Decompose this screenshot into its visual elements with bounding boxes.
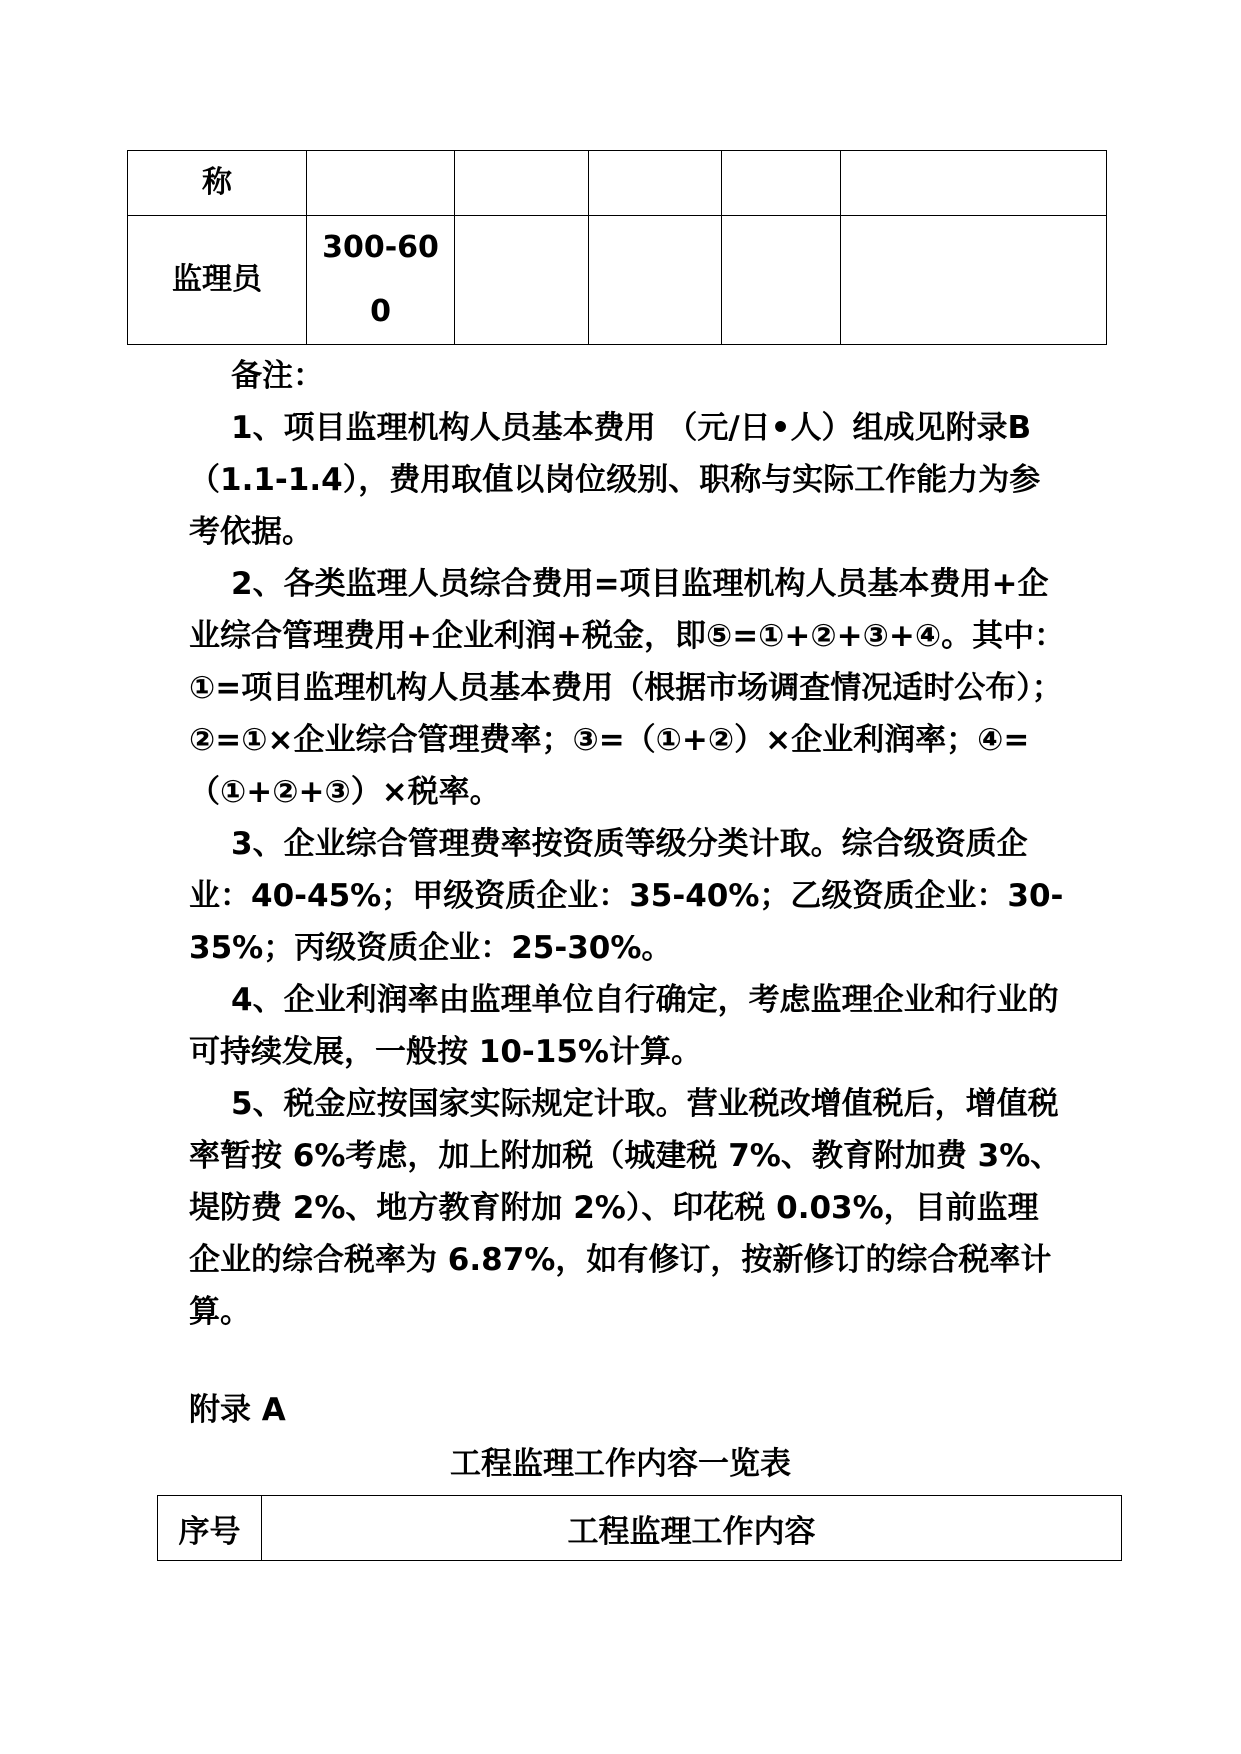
fee-range-line: 300-60 <box>322 230 439 265</box>
note-item: 2、各类监理人员综合费用=项目监理机构人员基本费用+企业综合管理费用+企业利润+税金，即⑤=①+②+③+④。其中：①=项目监理机构人员基本费用（根据市场调查情况适时公布）；②=①×企业综合管理费率；③=（①+②）×企业利润率；④=（①+②+③）×税率。 <box>189 566 1066 810</box>
table-cell <box>589 216 722 345</box>
fee-table-row <box>128 216 1107 345</box>
table-cell <box>722 151 841 216</box>
table-cell <box>841 151 1107 216</box>
notes-section <box>189 350 1069 1338</box>
table-header-row <box>158 1496 1122 1561</box>
table-cell <box>455 216 589 345</box>
table-cell <box>307 151 455 216</box>
fee-table-row <box>128 151 1107 216</box>
note-item: 5、税金应按国家实际规定计取。营业税改增值税后，增值税率暂按 6%考虑，加上附加税（城建税 7%、教育附加费 3%、堤防费 2%、地方教育附加 2%）、印花税 0.03%，目前监理企业的综合税率为 6.87%，如有修订，按新修订的综合税率计算。 <box>189 1086 1062 1330</box>
fee-range-line: 0 <box>370 294 391 329</box>
work-content-table <box>157 1495 1122 1561</box>
note-item: 1、项目监理机构人员基本费用 （元/日•人）组成见附录B（1.1-1.4），费用取值以岗位级别、职称与实际工作能力为参考依据。 <box>189 410 1041 550</box>
table-cell <box>455 151 589 216</box>
note-item: 3、企业综合管理费率按资质等级分类计取。综合级资质企业：40-45%；甲级资质企业：35-40%；乙级资质企业：30-35%；丙级资质企业：25-30%。 <box>189 826 1064 966</box>
table-cell <box>722 216 841 345</box>
column-header-index: 序号 <box>158 1496 262 1561</box>
position-label-continued: 称 <box>128 151 307 216</box>
position-label: 监理员 <box>128 216 307 345</box>
notes-heading: 备注： <box>231 358 324 394</box>
column-header-content: 工程监理工作内容 <box>262 1496 1122 1561</box>
appendix-label: 附录 A <box>189 1392 286 1428</box>
fee-table <box>127 150 1107 345</box>
table-cell <box>841 216 1107 345</box>
appendix-title: 工程监理工作内容一览表 <box>450 1446 791 1482</box>
table-cell <box>589 151 722 216</box>
fee-range-cell <box>307 216 455 345</box>
note-item: 4、企业利润率由监理单位自行确定，考虑监理企业和行业的可持续发展，一般按 10-15%计算。 <box>189 982 1059 1070</box>
